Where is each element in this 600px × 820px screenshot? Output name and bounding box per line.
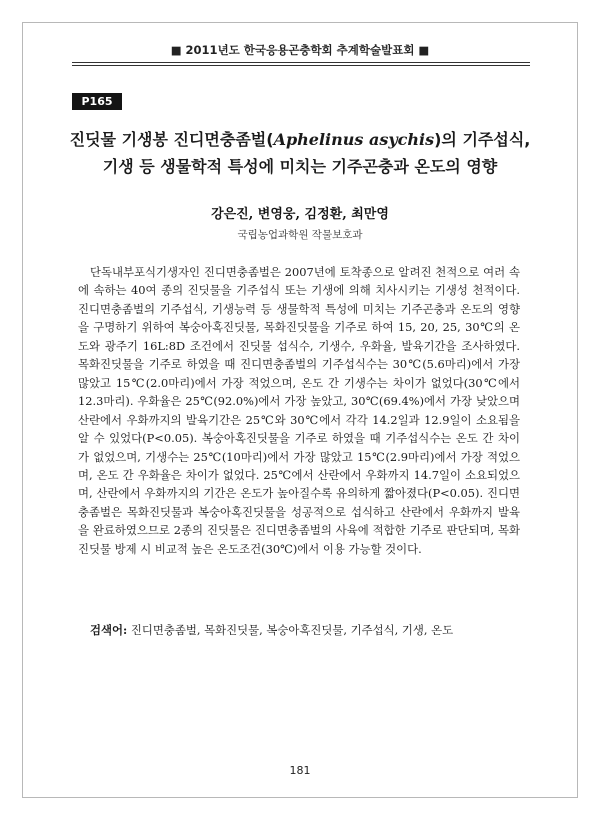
paper-title <box>60 126 540 180</box>
header-rule-top <box>72 62 530 63</box>
keywords-label: 검색어: <box>90 623 128 637</box>
running-head: ■ 2011년도 한국응용곤충학회 추계학술발표회 ■ <box>170 43 430 57</box>
page-number: 181 <box>289 764 311 777</box>
poster-number-badge: P165 <box>72 93 122 110</box>
title-line1-before: 진딧물 기생봉 진디면충좀벌( <box>69 130 274 149</box>
keywords-list: 진디면충좀벌, 목화진딧물, 복숭아혹진딧물, 기주섭식, 기생, 온도 <box>130 623 454 637</box>
title-line2: 기생 등 생물학적 특성에 미치는 기주곤충과 온도의 영향 <box>102 157 498 176</box>
title-line1-after: )의 기주섭식, <box>434 130 531 149</box>
authors: 강은진, 변영웅, 김정환, 최만영 <box>211 207 389 222</box>
keywords <box>90 621 522 639</box>
title-species-name: Aphelinus asychis <box>273 130 435 149</box>
header-rule-bottom <box>72 65 530 66</box>
affiliation: 국립농업과학원 작물보호과 <box>237 229 363 241</box>
abstract: 단독내부포식기생자인 진디면충좀벌은 2007년에 토착종으로 알려진 천적으로 여러 속에 속하는 40여 종의 진딧물을 기주섭식 또는 기생에 의해 치사시키는 기생성 천적이다. 진디면충좀벌의 기주섭식, 기생능력 등 생물학적 특성에 미치는 기주곤충과 온도의 영향을 구명하기 위하여 복숭아혹진딧물, 목화진딧물을 기주로 하여 15, 20, 25, 30℃의 온도와 광주기 16L:8D 조건에서 진딧물 섭식수, 기생수, 우화율, 발육기간을 조사하였다. 목화진딧물을 기주로 하였을 때 진디면충좀벌의 기주섭식수는 30℃(5.6마리)에서 가장 많았고 15℃(2.0마리)에서 가장 적었으며, 온도 간 기생수는 차이가 없었다(30℃에서 12.3마리). 우화율은 25℃(92.0%)에서 가장 높았고, 30℃(69.4%)에서 가장 낮았으며 산란에서 우화까지의 발육기간은 25℃와 30℃에서 각각 14.2일과 12.9일이 소요됨을 알 수 있었다(P<0.05). 복숭아혹진딧물을 기주로 하였을 때 기주섭식수는 온도 간 차이가 없었으며, 기생수는 25℃(10마리)에서 가장 많았고 15℃(2.9마리)에서 가장 적었으며, 온도 간 우화율은 차이가 없었다. 25℃에서 산란에서 우화까지 14.7일이 소요되었으며, 산란에서 우화까지의 기간은 온도가 높아질수록 유의하게 짧아졌다(P<0.05). 진디면충좀벌은 목화진딧물과 복숭아혹진딧물을 성공적으로 섭식하고 산란에서 우화까지 발육을 완료하였으므로 2종의 진딧물은 진디면충좀벌의 사육에 적합한 기주로 판단되며, 목화진딧물 방제 시 비교적 높은 온도조건(30℃)에서 이용 가능할 것이다. <box>78 265 520 556</box>
